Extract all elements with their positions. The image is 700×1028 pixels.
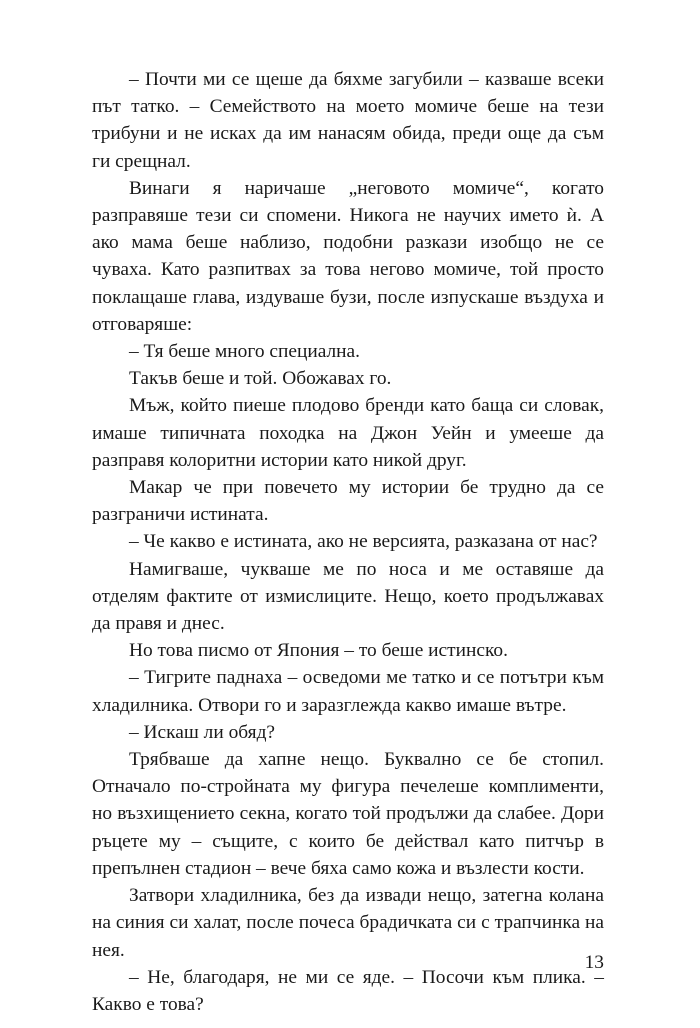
paragraph: – Искаш ли обяд? — [129, 721, 276, 743]
paragraph: Трябваше да хапне нещо. Буквално се бе стопил. Отначало по-стройната му фигура печелеше комплименти, но възхищението секна, когато той продължи да слабее. Дори ръцете му – същите, с които бе действал като питчър в препълнен стадион – вече бяха само кожа и възлести кости. — [92, 749, 604, 879]
paragraph: – Тигрите паднаха – осведоми ме татко и се потътри към хладилника. Отвори го и заразглежда какво имаше вътре. — [92, 667, 604, 716]
paragraph: Затвори хладилника, без да извади нещо, затегна колана на синия си халат, после почеса брадичката си с трапчинка на нея. — [92, 885, 604, 961]
paragraph: Макар че при повечето му истории бе трудно да се разграничи истината. — [92, 477, 604, 526]
paragraph: – Тя беше много специална. — [129, 341, 361, 363]
paragraph: – Не, благодаря, не ми се яде. – Посочи към плика. – Какво е това? — [92, 966, 604, 1015]
page-number: 13 — [584, 952, 604, 973]
paragraph: Намигваше, чукваше ме по носа и ме оставяше да отделям фактите от измислиците. Нещо, което продължавах да правя и днес. — [92, 558, 604, 635]
paragraph: Такъв беше и той. Обожавах го. — [129, 368, 392, 390]
paragraph: – Почти ми се щеше да бяхме загубили – казваше всеки път татко. – Семейството на моето момиче беше на тези трибуни и не исках да им нанасям обида, преди още да съм ги срещнал. — [92, 69, 604, 172]
paragraph: Винаги я наричаше „неговото момиче“, когато разправяше тези си спомени. Никога не научих името ѝ. А ако мама беше наблизо, подобни разкази изобщо не се чуваха. Като разпитвах за това негово момиче, той просто поклащаше глава, издуваше бузи, после изпускаше въздуха и отговаряше: — [92, 177, 604, 335]
paragraph: Мъж, който пиеше плодово бренди като баща си словак, имаше типичната походка на Джон Уейн и умееше да разправя колоритни истории като никой друг. — [92, 395, 604, 471]
paragraph: – Че какво е истината, ако не версията, разказана от нас? — [129, 531, 598, 553]
paragraph: Но това писмо от Япония – то беше истинско. — [129, 640, 508, 662]
body-text — [92, 66, 604, 1018]
